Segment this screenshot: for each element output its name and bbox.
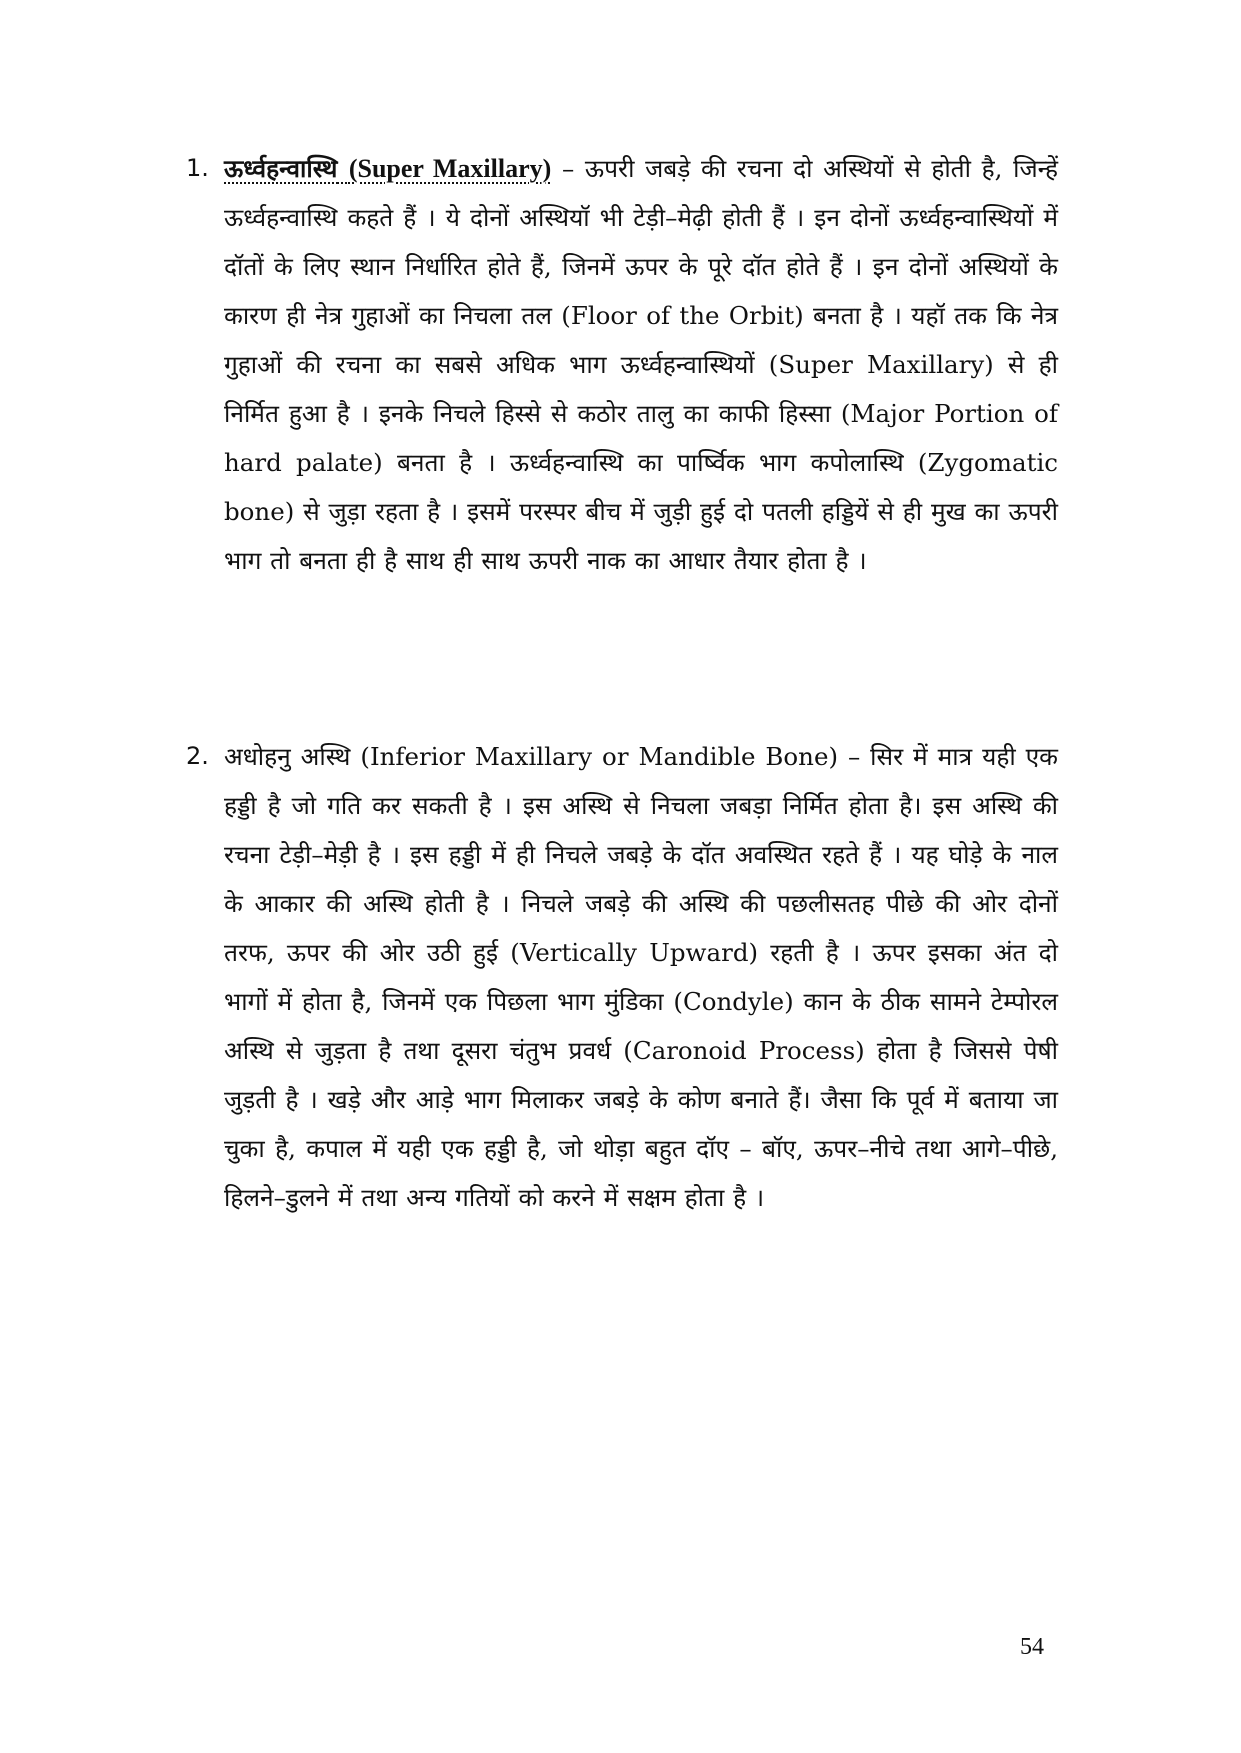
heading-hindi: ऊर्ध्वहन्वास्थि	[224, 154, 338, 183]
paragraph-super-maxillary	[224, 144, 1058, 585]
list-item-super-maxillary	[186, 144, 1058, 585]
paragraph-text: – ऊपरी जबड़े की रचना दो अस्थियों से होती है, जिन्हें ऊर्ध्वहन्वास्थि कहते हैं । ये दोनों अस्थियॉ भी टेड़ी–मेढ़ी होती हैं । इन दोनों ऊर्ध्वहन्वास्थियों में दॉतों के लिए स्थान निर्धारित होते हैं, जिनमें ऊपर के पूरे दॉत होते हैं । इन दोनों अस्थियों के कारण ही नेत्र गुहाओं का निचला तल (Floor of the Orbit) बनता है । यहॉ तक कि नेत्र गुहाओं की रचना का सबसे अधिक भाग ऊर्ध्वहन्वास्थियों (Super Maxillary) से ही निर्मित हुआ है । इनके निचले हिस्से से कठोर तालु का काफी हिस्सा (Major Portion of hard palate) बनता है । ऊर्ध्वहन्वास्थि का पार्ष्विक भाग कपोलास्थि (Zygomatic bone) से जुड़ा रहता है । इसमें परस्पर बीच में जुड़ी हुई दो पतली हड्डियें से ही मुख का ऊपरी भाग तो बनता ही है साथ ही साथ ऊपरी नाक का आधार तैयार होता है ।	[224, 154, 1058, 575]
item-heading	[224, 154, 551, 183]
paragraph-mandible: अधोहनु अस्थि (Inferior Maxillary or Mandible Bone) – सिर में मात्र यही एक हड्डी है जो गति कर सकती है । इस अस्थि से निचला जबड़ा निर्मित होता है। इस अस्थि की रचना टेड़ी–मेड़ी है । इस हड्डी में ही निचले जबड़े के दॉत अवस्थित रहते हैं । यह घोड़े के नाल के आकार की अस्थि होती है । निचले जबड़े की अस्थि की पछलीसतह पीछे की ओर दोनों तरफ, ऊपर की ओर उठी हुई (Vertically Upward) रहती है । ऊपर इसका अंत दो भागों में होता है, जिनमें एक पिछला भाग मुंडिका (Condyle) कान के ठीक सामने टेम्पोरल अस्थि से जुड़ता है तथा दूसरा चंतुभ प्रवर्ध (Caronoid Process) होता है जिससे पेषी जुड़ती है । खड़े और आड़े भाग मिलाकर जबड़े के कोण बनाते हैं। जैसा कि पूर्व में बताया जा चुका है, कपाल में यही एक हड्डी है, जो थोड़ा बहुत दॉए – बॉए, ऊपर–नीचे तथा आगे–पीछे, हिलने–डुलने में तथा अन्य गतियों को करने में सक्षम होता है ।	[224, 742, 1058, 1212]
list-item-mandible	[186, 732, 1058, 1222]
list-number: 2.	[186, 742, 209, 770]
list-number: 1.	[186, 154, 209, 182]
page-number: 54	[1020, 1634, 1044, 1660]
heading-english: (Super Maxillary)	[348, 154, 552, 183]
